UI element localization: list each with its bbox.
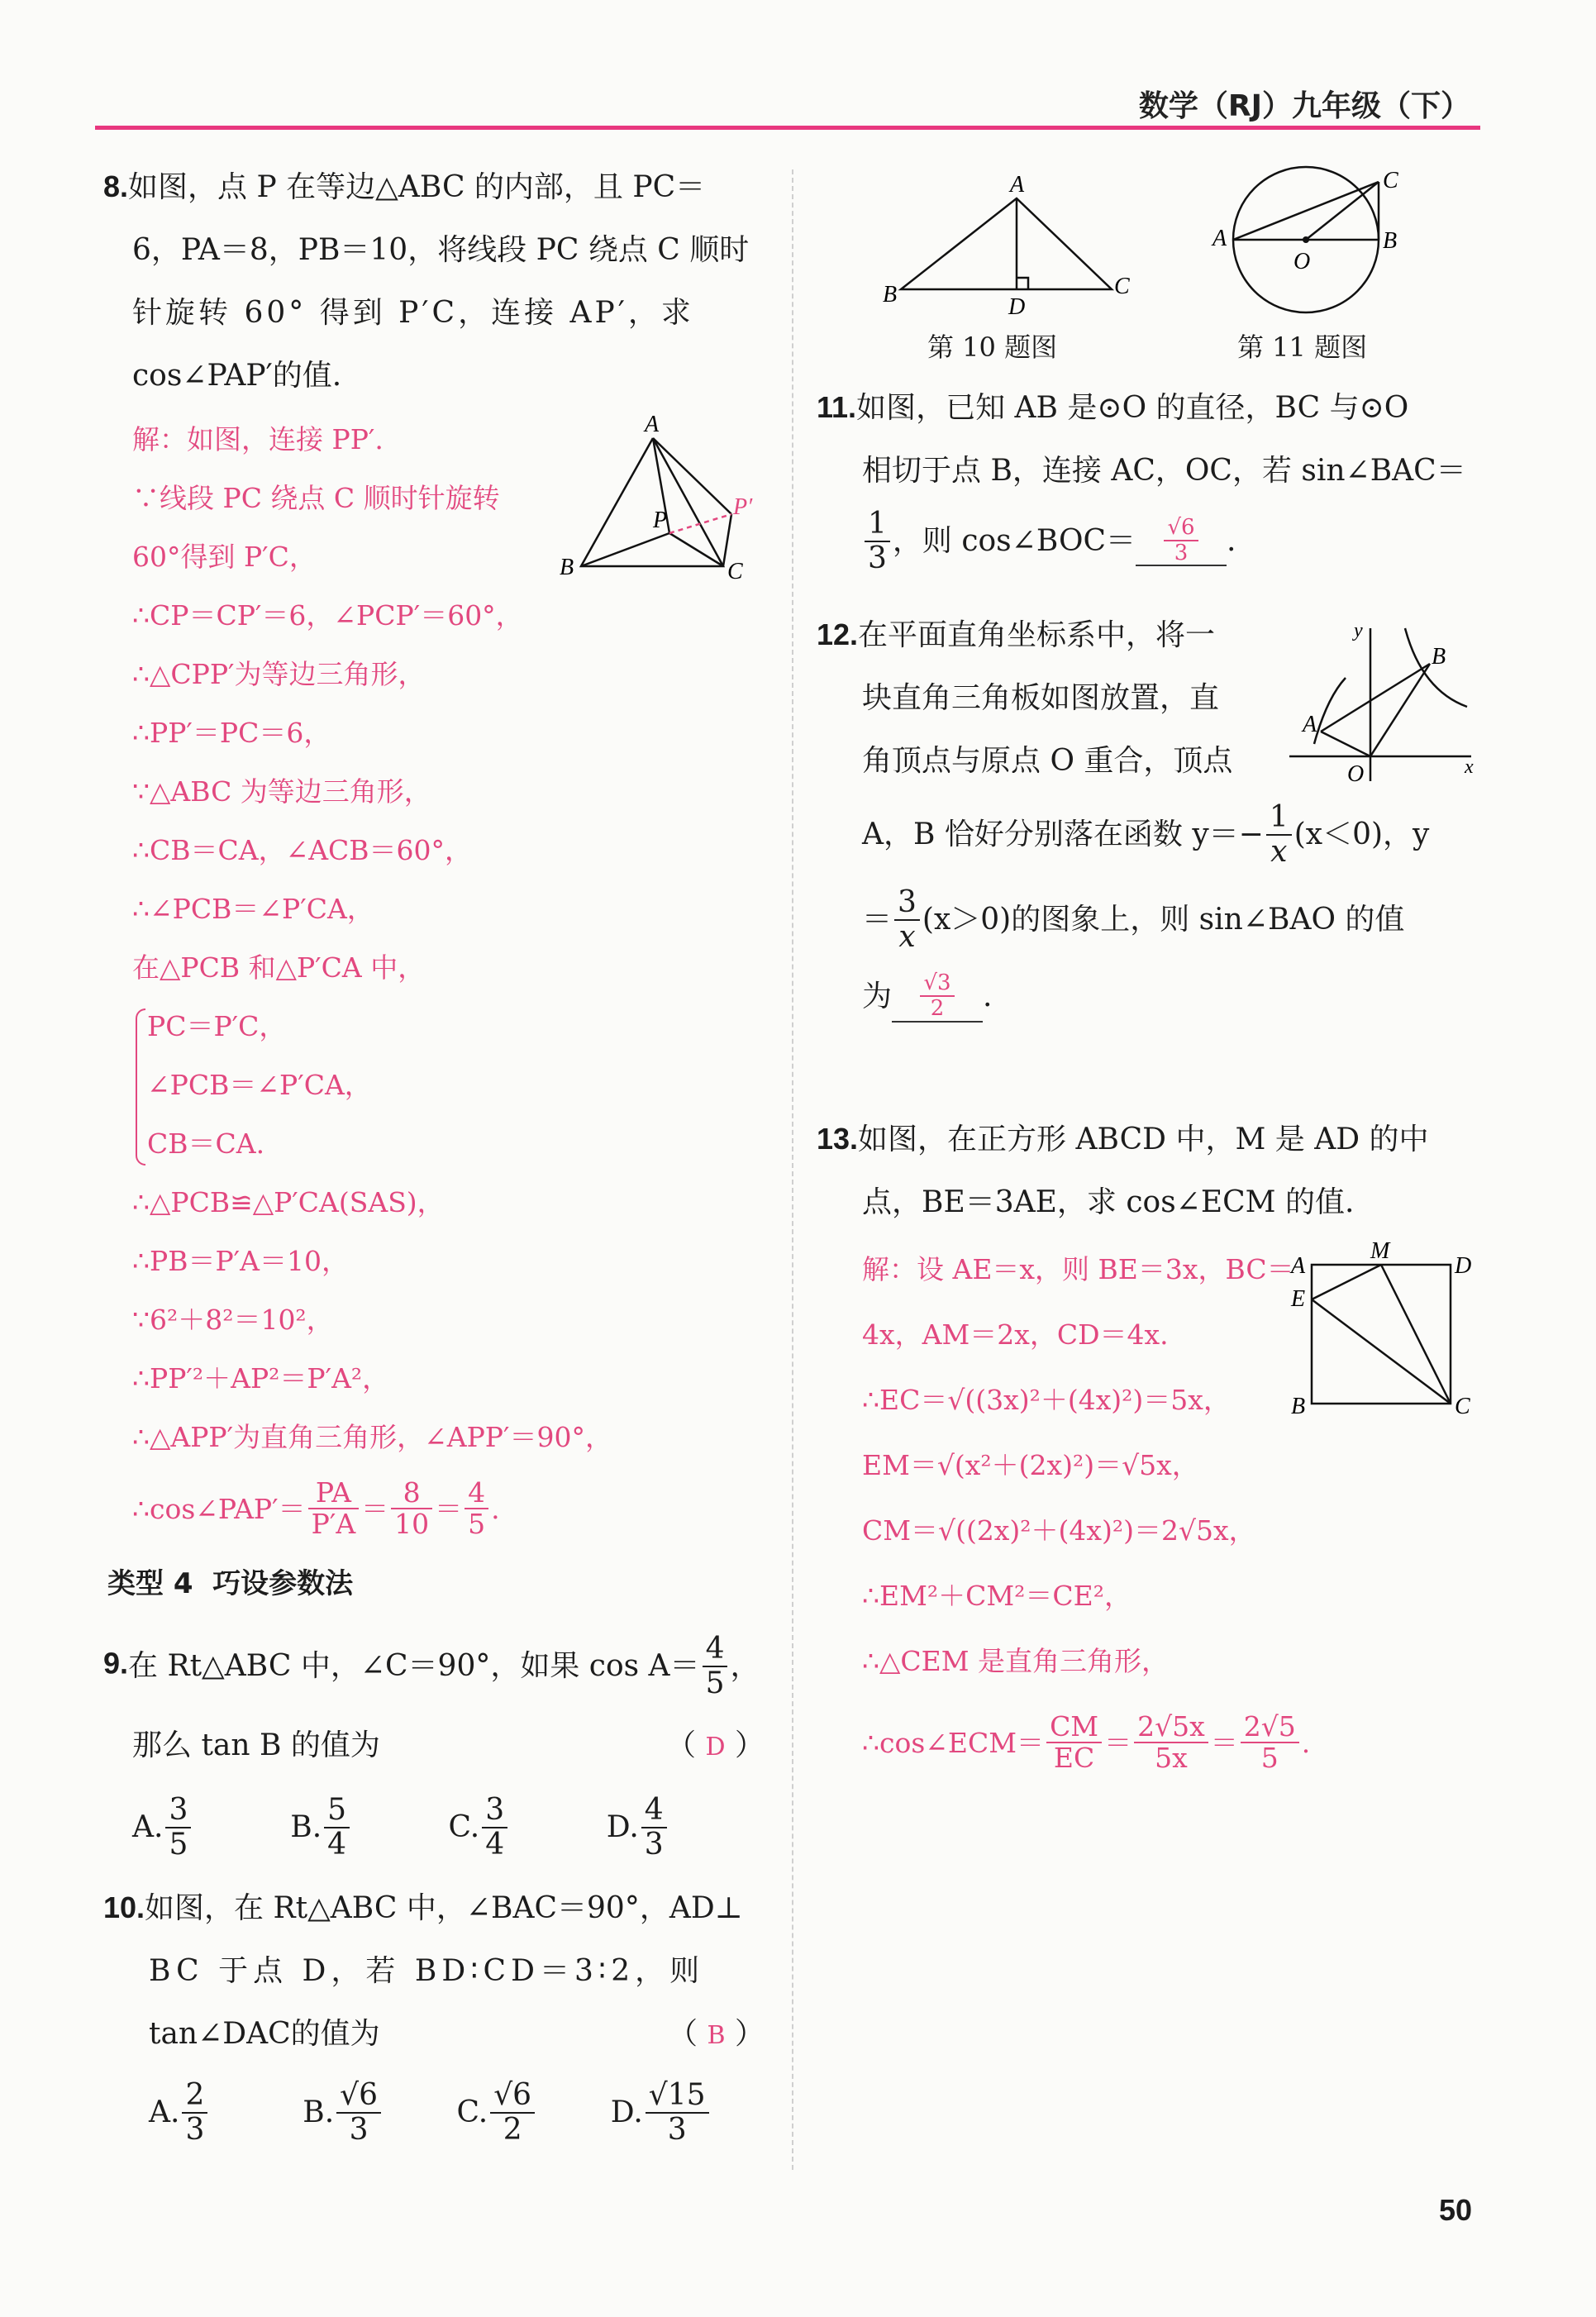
solution-line: ∴PP′²＋AP²＝P′A²， xyxy=(132,1362,390,1394)
final-prefix: ∴cos∠PAP′＝ xyxy=(132,1492,306,1525)
header-rule xyxy=(95,126,1480,130)
solution-line: ∴CP＝CP′＝6，∠PCP′＝60°， xyxy=(132,599,523,632)
option-D[interactable]: D. $\frac{4}{3}$ xyxy=(607,1794,765,1861)
option-C[interactable]: C. $\frac{3}{4}$ xyxy=(449,1794,607,1861)
label-A: A xyxy=(1212,226,1227,251)
solution-line: ∴△CPP′为等边三角形， xyxy=(132,658,426,690)
question-13 xyxy=(817,1108,1494,1234)
system-brace xyxy=(136,1008,145,1166)
question-line: 6，PA＝8，PB＝10，将线段 PC 绕点 C 顺时 xyxy=(132,233,750,267)
question-number: 9. xyxy=(103,1646,129,1681)
system-line: CB＝CA. xyxy=(147,1128,265,1160)
fraction: $\frac{1}{3}$ xyxy=(865,508,890,574)
label-E: E xyxy=(1291,1286,1306,1312)
fraction: $\frac{3}{x}$ xyxy=(894,886,920,953)
solution-line: ∴∠PCB＝∠P′CA， xyxy=(132,893,374,925)
page-header-title: 数学（RJ）九年级（下） xyxy=(1138,89,1470,123)
label-A: A xyxy=(1303,712,1317,737)
label-B: B xyxy=(883,282,898,308)
question-line: A，B 恰好分别落在函数 y＝− xyxy=(862,817,1264,851)
solution-final-line: ∴cos∠ECM＝ $\frac{CM}{EC}$ ＝ $\frac{2√5x}{5x}$ ＝ $\frac{2√5}{5}$ . xyxy=(862,1710,1311,1775)
options-9 xyxy=(103,1794,765,1861)
section-heading xyxy=(107,1561,353,1601)
solution-line: 4x，AM＝2x，CD＝4x. xyxy=(862,1318,1169,1351)
question-line: 在 Rt△ABC 中，∠C＝90°，如果 cos A＝ xyxy=(128,1649,700,1683)
figure-caption-10: 第 10 题图 xyxy=(927,331,1058,363)
figure-q8-triangle xyxy=(550,413,765,595)
question-number: 12. xyxy=(817,617,859,651)
question-line: cos∠PAP′的值. xyxy=(132,359,342,393)
answer-9: D xyxy=(705,1733,726,1762)
label-P: P xyxy=(653,508,668,533)
question-10: 10.如图，在 Rt△ABC 中，∠BAC＝90°，AD⊥ BC 于点 D，若 BD∶CD＝3∶2，则 tan∠DAC的值为 （ B ） A. $\frac{2}{3}$ B. $\frac{√6}{3}$ C. $\frac{√6}{2}$ D. $\frac{√15}{3}$ xyxy=(103,1890,765,2147)
label-B: B xyxy=(1291,1394,1306,1419)
question-number: 13. xyxy=(817,1122,859,1156)
question-number: 10. xyxy=(103,1890,145,1924)
label-B: B xyxy=(1383,228,1398,254)
figure-q13-square xyxy=(1281,1240,1484,1422)
question-line: (x＞0)的图象上，则 sin∠BAO 的值 xyxy=(922,903,1405,937)
label-P-prime: P′ xyxy=(733,494,753,520)
question-12: 12.在平面直角坐标系中，将一 块直角三角板如图放置，直 角顶点与原点 O 重合，顶点 A，B 恰好分别落在函数 y＝− $\frac{1}{x}$ (x＜0)，y ＝ $\frac{3}{x}$ (x＞0)的图象上，则 sin∠BAO 的值 为 $\frac{√3}{2}$ . xyxy=(817,603,1494,1023)
fraction: $\frac{4}{5}$ xyxy=(465,1478,488,1540)
label-D: D xyxy=(1455,1253,1472,1279)
solution-final-line: ∴cos∠PAP′＝ $\frac{PA}{P'A}$ ＝ $\frac{8}{10}$ ＝ $\frac{4}{5}$ . xyxy=(132,1476,500,1541)
label-A: A xyxy=(1010,172,1025,198)
fraction: $\frac{4}{5}$ xyxy=(703,1633,728,1700)
question-line: 针旋转 60° 得到 P′C，连接 AP′，求 xyxy=(132,296,694,330)
solution-line: 在△PCB 和△P′CA 中， xyxy=(132,951,426,984)
label-C: C xyxy=(727,559,743,584)
solution-line: ∴△PCB≌△P′CA(SAS)， xyxy=(132,1186,445,1218)
page-number: 50 xyxy=(1438,2193,1472,2227)
solution-line: EM＝√(x²＋(2x)²)＝√5x， xyxy=(862,1449,1199,1481)
figure-q12-coordinate xyxy=(1281,616,1484,789)
label-C: C xyxy=(1383,168,1398,193)
label-C: C xyxy=(1455,1394,1470,1419)
solution-line: CM＝√((2x)²＋(4x)²)＝2√5x， xyxy=(862,1514,1256,1547)
label-B: B xyxy=(560,555,574,580)
option-B[interactable]: B. $\frac{√6}{3}$ xyxy=(303,2079,456,2146)
option-C[interactable]: C. $\frac{√6}{2}$ xyxy=(457,2079,611,2146)
question-line: BC 于点 D，若 BD∶CD＝3∶2，则 xyxy=(149,1954,705,1988)
solution-line: ∵△ABC 为等边三角形， xyxy=(132,775,431,808)
option-D[interactable]: D. $\frac{√15}{3}$ xyxy=(611,2079,765,2146)
label-y: y xyxy=(1354,620,1363,641)
label-x: x xyxy=(1465,756,1474,778)
option-B[interactable]: B. $\frac{5}{4}$ xyxy=(290,1794,448,1861)
label-A: A xyxy=(1291,1253,1306,1279)
solution-line: ∴PP′＝PC＝6， xyxy=(132,717,331,749)
question-line: 在平面直角坐标系中，将一 xyxy=(858,618,1216,652)
label-O: O xyxy=(1347,761,1365,787)
answer-10: B xyxy=(707,2021,726,2050)
options-10 xyxy=(103,2079,765,2146)
solution-line: ∴EC＝√((3x)²＋(4x)²)＝5x， xyxy=(862,1384,1231,1416)
label-A: A xyxy=(645,413,660,437)
question-number: 11. xyxy=(817,390,857,424)
question-line: 那么 tan B 的值为 xyxy=(132,1728,380,1763)
system-line: PC＝P′C， xyxy=(147,1010,287,1042)
solution-line: ∴△APP′为直角三角形，∠APP′＝90°， xyxy=(132,1421,612,1453)
question-line: 如图，点 P 在等边△ABC 的内部，且 PC＝ xyxy=(128,170,706,204)
solution-line: ∴EM²＋CM²＝CE²， xyxy=(862,1580,1131,1612)
question-11: 11.如图，已知 AB 是⊙O 的直径，BC 与⊙O 相切于点 B，连接 AC，OC，若 sin∠BAC＝ $\frac{1}{3}$ ，则 cos∠BOC＝ $\frac{√6}{3}$ . xyxy=(817,376,1478,574)
label-D: D xyxy=(1008,294,1026,320)
label-M: M xyxy=(1370,1240,1390,1264)
option-A[interactable]: A. $\frac{3}{5}$ xyxy=(132,1794,290,1861)
figure-q10-triangle xyxy=(876,165,1132,322)
label-O: O xyxy=(1293,249,1311,274)
question-line: 点，BE＝3AE，求 cos∠ECM 的值. xyxy=(862,1185,1355,1219)
question-line: 如图，已知 AB 是⊙O 的直径，BC 与⊙O xyxy=(856,391,1409,425)
answer-blank-12: $\frac{√3}{2}$ xyxy=(892,971,983,1022)
fraction: $\frac{8}{10}$ xyxy=(391,1478,432,1540)
fraction: $\frac{CM}{EC}$ xyxy=(1046,1712,1102,1774)
solution-line: ∴PB＝P′A＝10， xyxy=(132,1245,349,1277)
question-line: 相切于点 B，连接 AC，OC，若 sin∠BAC＝ xyxy=(862,454,1466,488)
solution-line: 解：如图，连接 PP′. xyxy=(132,423,384,455)
figure-caption-11: 第 11 题图 xyxy=(1237,331,1368,363)
column-divider xyxy=(792,169,793,2170)
fraction: $\frac{1}{x}$ xyxy=(1266,801,1292,868)
option-A[interactable]: A. $\frac{2}{3}$ xyxy=(149,2079,303,2146)
section-title: 巧设参数法 xyxy=(212,1567,354,1600)
answer-blank-11: $\frac{√6}{3}$ xyxy=(1136,516,1227,566)
solution-line: ∴CB＝CA，∠ACB＝60°， xyxy=(132,834,473,866)
figure-q11-circle xyxy=(1211,161,1426,327)
label-C: C xyxy=(1114,274,1130,299)
solution-line: ∵线段 PC 绕点 C 顺时针旋转 xyxy=(132,482,500,514)
question-line: 块直角三角板如图放置，直 xyxy=(862,681,1220,715)
question-8 xyxy=(103,155,765,408)
solution-line: ∵6²＋8²＝10²， xyxy=(132,1304,334,1336)
system-line: ∠PCB＝∠P′CA， xyxy=(147,1069,372,1101)
label-B: B xyxy=(1432,644,1446,670)
fraction: $\frac{PA}{P'A}$ xyxy=(308,1478,360,1540)
solution-line: 60°得到 P′C， xyxy=(132,541,317,573)
fraction: $\frac{2√5x}{5x}$ xyxy=(1134,1712,1208,1774)
solution-line: ∴△CEM 是直角三角形， xyxy=(862,1645,1169,1677)
question-line: ，则 cos∠BOC＝ xyxy=(892,523,1136,558)
question-line: tan∠DAC的值为 xyxy=(149,2017,380,2051)
question-number: 8. xyxy=(103,169,129,203)
question-9: 9.在 Rt△ABC 中，∠C＝90°，如果 cos A＝ $\frac{4}{5}$ ， 那么 tan B 的值为 （ D ） A. $\frac{3}{5}$ B. $\frac{5}{4}$ C. $\frac{3}{4}$ D. $\frac{4}{3}$ xyxy=(103,1632,765,1862)
question-line: 如图，在 Rt△ABC 中，∠BAC＝90°，AD⊥ xyxy=(145,1891,743,1925)
question-line: 角顶点与原点 O 重合，顶点 xyxy=(862,744,1233,778)
question-line: 如图，在正方形 ABCD 中，M 是 AD 的中 xyxy=(858,1123,1429,1156)
solution-line: 解：设 AE＝x，则 BE＝3x，BC＝ xyxy=(862,1253,1294,1285)
section-label: 类型 4 xyxy=(107,1567,193,1600)
fraction: $\frac{2√5}{5}$ xyxy=(1241,1712,1299,1774)
